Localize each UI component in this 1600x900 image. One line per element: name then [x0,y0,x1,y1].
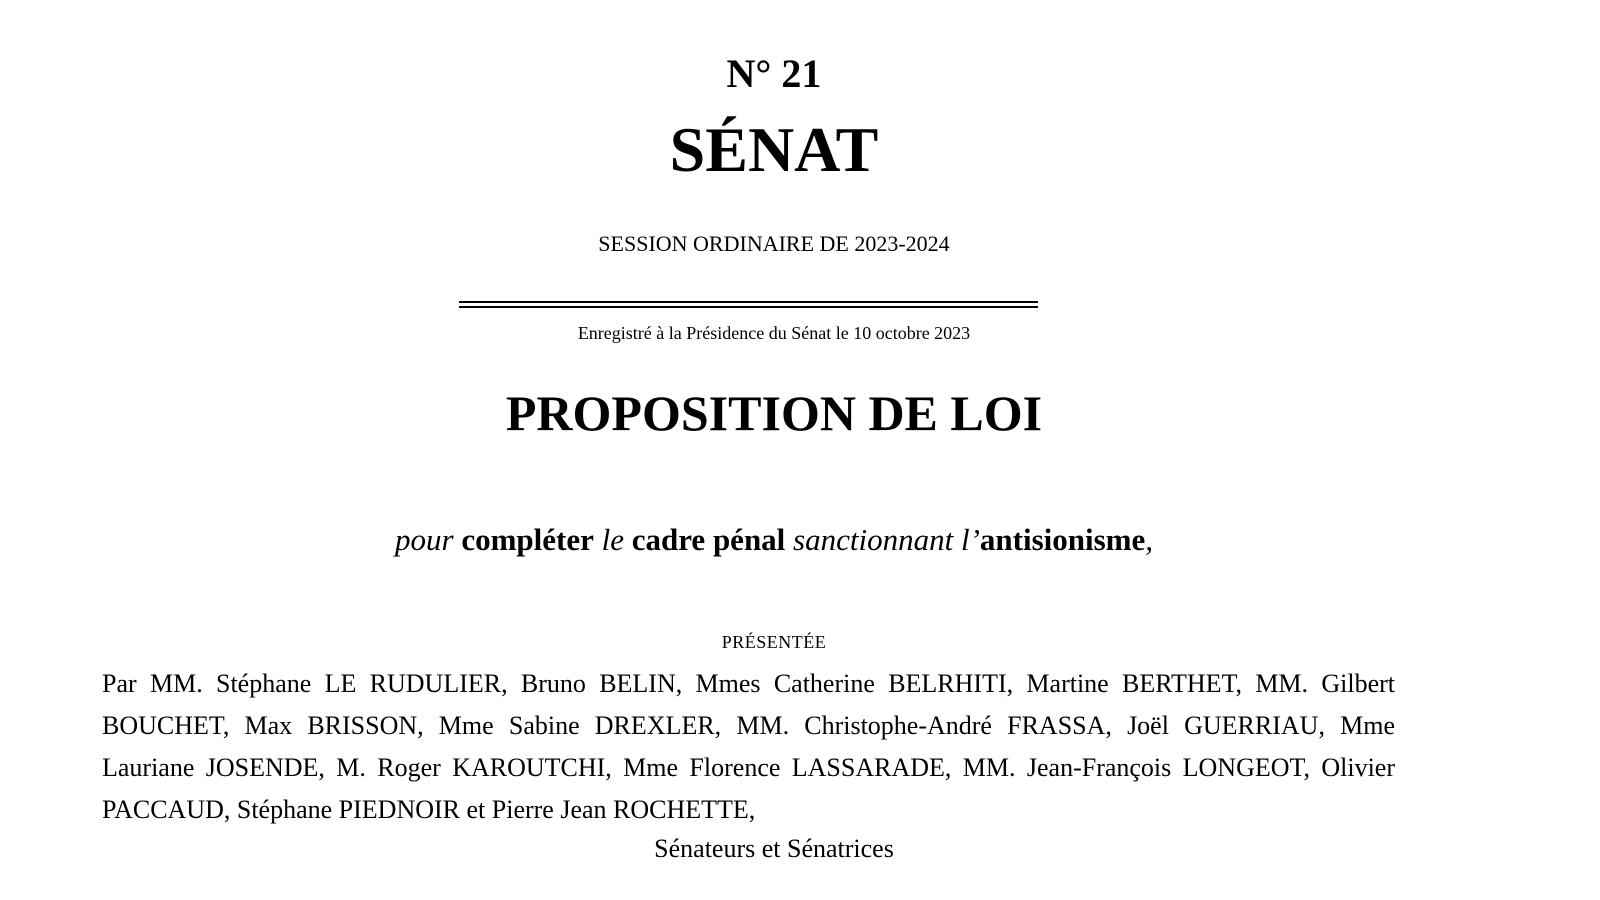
subject-word-sanctionnant: sanctionnant l’ [793,522,980,557]
presented-label: PRÉSENTÉE [721,632,827,652]
subject-word-antisionisme: antisionisme [979,522,1146,557]
session-line: SESSION ORDINAIRE DE 2023-2024 [598,231,950,256]
subject-comma: , [1145,522,1154,557]
document-subject [0,520,1548,560]
registration-line: Enregistré à la Présidence du Sénat le 10 octobre 2023 [577,323,971,343]
authors-paragraph: Par MM. Stéphane LE RUDULIER, Bruno BELIN, Mmes Catherine BELRHITI, Martine BERTHET, MM. Gilbert BOUCHET, Max BRISSON, Mme Sabine DREXLER, MM. Christophe-André FRASSA, Joël GUERRIAU, Mme Lauriane JOSENDE, M. Roger KAROUTCHI, Mme Florence LASSARADE, MM. Jean-François LONGEOT, Olivier PACCAUD, Stéphane PIEDNOIR et Pierre Jean ROCHETTE, [102,669,1395,824]
subject-word-completer: compléter [461,522,594,557]
chamber-title: SÉNAT [669,114,879,185]
document-number: N° 21 [726,51,822,96]
subject-word-le: le [601,522,624,557]
double-rule-divider [459,301,1038,308]
signature-line: Sénateurs et Sénatrices [654,834,894,863]
subject-word-cadre-penal: cadre pénal [631,522,786,557]
subject-word-pour: pour [394,522,454,557]
document-type-heading: PROPOSITION DE LOI [505,385,1043,441]
